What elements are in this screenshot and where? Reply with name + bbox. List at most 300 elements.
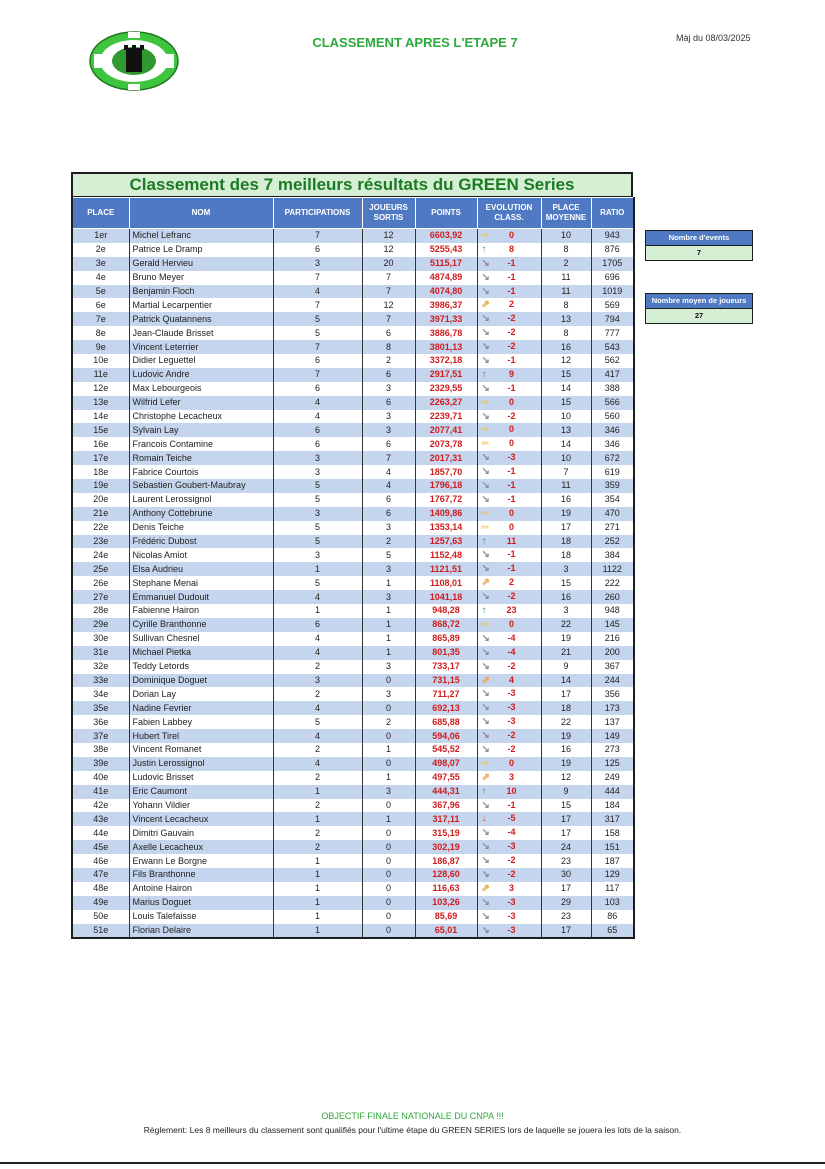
- arrow-up-right-icon: ⇗: [481, 674, 490, 686]
- ratio-cell: 356: [591, 687, 634, 701]
- name-cell: Louis Talefaisse: [129, 910, 273, 924]
- place-moyenne-cell: 18: [541, 535, 591, 549]
- points-cell: 1353,14: [415, 521, 477, 535]
- place-moyenne-cell: 30: [541, 868, 591, 882]
- arrow-down-right-icon: ↘: [481, 493, 490, 505]
- arrow-flat-icon: ═: [481, 424, 489, 436]
- table-row: [72, 826, 634, 840]
- joueurs-sortis-cell: 1: [362, 812, 415, 826]
- place-moyenne-cell: 13: [541, 423, 591, 437]
- points-cell: 3971,33: [415, 312, 477, 326]
- table-row: [72, 437, 634, 451]
- arrow-flat-icon: ═: [481, 230, 489, 241]
- table-row: [72, 632, 634, 646]
- participations-cell: 5: [273, 312, 362, 326]
- evolution-cell: [477, 812, 541, 826]
- col-points: POINTS: [415, 198, 477, 229]
- points-cell: 1257,63: [415, 535, 477, 549]
- evolution-cell: [477, 576, 541, 590]
- place-cell: 27e: [72, 590, 129, 604]
- arrow-down-right-icon: ↘: [481, 827, 490, 839]
- ratio-cell: 388: [591, 382, 634, 396]
- evolution-value: -1: [507, 285, 516, 296]
- joueurs-sortis-cell: 1: [362, 632, 415, 646]
- ratio-cell: 271: [591, 521, 634, 535]
- arrow-down-right-icon: ↘: [481, 702, 490, 714]
- participations-cell: 5: [273, 326, 362, 340]
- name-cell: Dorian Lay: [129, 687, 273, 701]
- points-cell: 2329,55: [415, 382, 477, 396]
- name-cell: Benjamin Floch: [129, 285, 273, 299]
- arrow-flat-icon: ═: [481, 396, 489, 408]
- arrow-down-right-icon: ↘: [481, 910, 490, 922]
- evolution-value: 2: [508, 577, 514, 588]
- points-cell: 4874,89: [415, 271, 477, 285]
- place-cell: 18e: [72, 465, 129, 479]
- evolution-cell: [477, 687, 541, 701]
- avg-players-label: Nombre moyen de joueurs: [646, 294, 752, 308]
- place-cell: 46e: [72, 854, 129, 868]
- place-moyenne-cell: 3: [541, 562, 591, 576]
- evolution-cell: [477, 840, 541, 854]
- name-cell: Hubert Tirel: [129, 729, 273, 743]
- table-row: [72, 674, 634, 688]
- ratio-cell: 173: [591, 701, 634, 715]
- participations-cell: 5: [273, 715, 362, 729]
- table-row: [72, 535, 634, 549]
- participations-cell: 6: [273, 437, 362, 451]
- ratio-cell: 672: [591, 451, 634, 465]
- ratio-cell: 619: [591, 465, 634, 479]
- table-row: [72, 465, 634, 479]
- events-label: Nombre d'events: [646, 231, 752, 245]
- joueurs-sortis-cell: 1: [362, 576, 415, 590]
- arrow-down-right-icon: ↘: [481, 382, 490, 394]
- ratio-cell: 129: [591, 868, 634, 882]
- points-cell: 1767,72: [415, 493, 477, 507]
- evolution-value: -3: [507, 688, 516, 699]
- place-cell: 2e: [72, 243, 129, 257]
- evolution-value: -1: [507, 799, 516, 810]
- ratio-cell: 367: [591, 660, 634, 674]
- name-cell: Yohann Vildier: [129, 799, 273, 813]
- arrow-down-right-icon: ↘: [481, 271, 490, 283]
- evolution-value: -2: [507, 730, 516, 741]
- place-moyenne-cell: 21: [541, 646, 591, 660]
- evolution-value: -1: [507, 382, 516, 393]
- name-cell: Nadine Fevrier: [129, 701, 273, 715]
- participations-cell: 6: [273, 354, 362, 368]
- points-cell: 2917,51: [415, 368, 477, 382]
- table-row: [72, 757, 634, 771]
- participations-cell: 2: [273, 660, 362, 674]
- participations-cell: 3: [273, 674, 362, 688]
- evolution-value: -2: [507, 341, 516, 352]
- name-cell: Anthony Cottebrune: [129, 507, 273, 521]
- col-nom: NOM: [129, 198, 273, 229]
- table-row: [72, 340, 634, 354]
- name-cell: Dominique Doguet: [129, 674, 273, 688]
- place-cell: 51e: [72, 924, 129, 939]
- joueurs-sortis-cell: 7: [362, 451, 415, 465]
- place-cell: 13e: [72, 396, 129, 410]
- table-row: [72, 354, 634, 368]
- ratio-cell: 158: [591, 826, 634, 840]
- place-moyenne-cell: 11: [541, 479, 591, 493]
- page-title: CLASSEMENT APRES L'ETAPE 7: [312, 35, 518, 50]
- name-cell: Martial Lecarpentier: [129, 298, 273, 312]
- place-moyenne-cell: 3: [541, 604, 591, 618]
- points-cell: 1121,51: [415, 562, 477, 576]
- name-cell: Erwann Le Borgne: [129, 854, 273, 868]
- table-row: [72, 687, 634, 701]
- joueurs-sortis-cell: 0: [362, 729, 415, 743]
- evolution-value: -2: [507, 743, 516, 754]
- participations-cell: 3: [273, 465, 362, 479]
- joueurs-sortis-cell: 3: [362, 410, 415, 424]
- name-cell: Sylvain Lay: [129, 423, 273, 437]
- evolution-value: 0: [508, 230, 514, 240]
- name-cell: Denis Teiche: [129, 521, 273, 535]
- place-moyenne-cell: 8: [541, 326, 591, 340]
- arrow-down-right-icon: ↘: [481, 716, 490, 728]
- name-cell: Elsa Audrieu: [129, 562, 273, 576]
- ratio-cell: 260: [591, 590, 634, 604]
- arrow-down-right-icon: ↘: [481, 257, 490, 269]
- place-moyenne-cell: 17: [541, 687, 591, 701]
- evolution-cell: [477, 646, 541, 660]
- joueurs-sortis-cell: 7: [362, 312, 415, 326]
- joueurs-sortis-cell: 3: [362, 590, 415, 604]
- ratio-cell: 137: [591, 715, 634, 729]
- table-row: [72, 618, 634, 632]
- table-row: [72, 799, 634, 813]
- place-cell: 30e: [72, 632, 129, 646]
- participations-cell: 4: [273, 632, 362, 646]
- ratio-cell: 566: [591, 396, 634, 410]
- ratio-cell: 117: [591, 882, 634, 896]
- place-cell: 17e: [72, 451, 129, 465]
- ratio-cell: 417: [591, 368, 634, 382]
- ratio-cell: 145: [591, 618, 634, 632]
- arrow-flat-icon: ═: [481, 438, 489, 450]
- table-row: [72, 840, 634, 854]
- ratio-cell: 943: [591, 229, 634, 243]
- evolution-cell: [477, 285, 541, 299]
- place-cell: 44e: [72, 826, 129, 840]
- place-moyenne-cell: 23: [541, 854, 591, 868]
- table-row: [72, 521, 634, 535]
- table-row: [72, 479, 634, 493]
- points-cell: 498,07: [415, 757, 477, 771]
- place-cell: 6e: [72, 298, 129, 312]
- place-cell: 22e: [72, 521, 129, 535]
- evolution-cell: [477, 715, 541, 729]
- participations-cell: 4: [273, 646, 362, 660]
- arrow-up-icon: ↑: [481, 535, 487, 547]
- evolution-value: -4: [507, 632, 516, 643]
- points-cell: 103,26: [415, 896, 477, 910]
- evolution-value: -3: [507, 452, 516, 463]
- evolution-cell: [477, 674, 541, 688]
- arrow-down-right-icon: ↘: [481, 466, 490, 478]
- arrow-flat-icon: ═: [481, 757, 489, 769]
- footer-rule: Règlement: Les 8 meilleurs du classement sont qualifiés pour l'ultime étape du GREEN SERIES lors de laquelle se jouera les lots de la saison.: [143, 1125, 682, 1135]
- place-moyenne-cell: 14: [541, 674, 591, 688]
- name-cell: Fabrice Courtois: [129, 465, 273, 479]
- ranking-table: [71, 172, 633, 939]
- place-moyenne-cell: 13: [541, 312, 591, 326]
- points-cell: 801,35: [415, 646, 477, 660]
- evolution-value: 0: [508, 521, 514, 532]
- evolution-value: -3: [507, 924, 516, 935]
- place-cell: 42e: [72, 799, 129, 813]
- place-moyenne-cell: 16: [541, 340, 591, 354]
- evolution-cell: [477, 354, 541, 368]
- evolution-cell: [477, 312, 541, 326]
- participations-cell: 2: [273, 771, 362, 785]
- arrow-down-right-icon: ↘: [481, 896, 490, 908]
- table-row: [72, 646, 634, 660]
- arrow-up-icon: ↑: [481, 785, 487, 797]
- ratio-cell: 187: [591, 854, 634, 868]
- participations-cell: 2: [273, 799, 362, 813]
- arrow-down-right-icon: ↘: [481, 660, 490, 672]
- evolution-cell: [477, 882, 541, 896]
- events-box: [645, 230, 753, 261]
- points-cell: 1796,18: [415, 479, 477, 493]
- participations-cell: 7: [273, 368, 362, 382]
- evolution-cell: [477, 729, 541, 743]
- evolution-value: 10: [506, 785, 517, 796]
- arrow-down-right-icon: ↘: [481, 410, 490, 422]
- participations-cell: 5: [273, 535, 362, 549]
- points-cell: 685,88: [415, 715, 477, 729]
- table-row: [72, 715, 634, 729]
- evolution-cell: [477, 493, 541, 507]
- participations-cell: 4: [273, 396, 362, 410]
- joueurs-sortis-cell: 12: [362, 243, 415, 257]
- place-cell: 25e: [72, 562, 129, 576]
- participations-cell: 4: [273, 285, 362, 299]
- place-moyenne-cell: 17: [541, 812, 591, 826]
- place-moyenne-cell: 16: [541, 743, 591, 757]
- evolution-cell: [477, 382, 541, 396]
- arrow-up-icon: ↑: [481, 605, 487, 617]
- points-cell: 865,89: [415, 632, 477, 646]
- evolution-cell: [477, 340, 541, 354]
- arrow-down-right-icon: ↘: [481, 313, 490, 325]
- arrow-down-right-icon: ↘: [481, 730, 490, 742]
- place-cell: 16e: [72, 437, 129, 451]
- evolution-cell: [477, 326, 541, 340]
- ratio-cell: 86: [591, 910, 634, 924]
- place-moyenne-cell: 12: [541, 354, 591, 368]
- col-participations: PARTICIPATIONS: [273, 198, 362, 229]
- table-header: [72, 198, 634, 229]
- club-logo: [88, 30, 180, 92]
- ratio-cell: 222: [591, 576, 634, 590]
- points-cell: 302,19: [415, 840, 477, 854]
- name-cell: Axelle Lecacheux: [129, 840, 273, 854]
- joueurs-sortis-cell: 3: [362, 785, 415, 799]
- place-cell: 35e: [72, 701, 129, 715]
- table-row: [72, 312, 634, 326]
- arrow-up-icon: ↑: [481, 243, 487, 255]
- evolution-value: -3: [507, 716, 516, 727]
- joueurs-sortis-cell: 0: [362, 826, 415, 840]
- table-row: [72, 896, 634, 910]
- points-cell: 1108,01: [415, 576, 477, 590]
- ratio-cell: 65: [591, 924, 634, 939]
- ratio-cell: 317: [591, 812, 634, 826]
- ratio-cell: 384: [591, 548, 634, 562]
- place-moyenne-cell: 8: [541, 243, 591, 257]
- evolution-cell: [477, 410, 541, 424]
- evolution-value: 8: [508, 243, 514, 254]
- joueurs-sortis-cell: 8: [362, 340, 415, 354]
- page-bottom-rule: [0, 1162, 825, 1164]
- points-cell: 711,27: [415, 687, 477, 701]
- place-cell: 37e: [72, 729, 129, 743]
- place-moyenne-cell: 12: [541, 771, 591, 785]
- evolution-cell: [477, 910, 541, 924]
- table-row: [72, 701, 634, 715]
- evolution-value: -4: [507, 827, 516, 838]
- table-row: [72, 812, 634, 826]
- arrow-down-right-icon: ↘: [481, 924, 490, 936]
- place-moyenne-cell: 15: [541, 368, 591, 382]
- place-cell: 34e: [72, 687, 129, 701]
- points-cell: 116,63: [415, 882, 477, 896]
- events-value: 7: [646, 245, 752, 260]
- name-cell: Sullivan Chesnel: [129, 632, 273, 646]
- evolution-value: -1: [507, 257, 516, 268]
- participations-cell: 2: [273, 826, 362, 840]
- evolution-cell: [477, 521, 541, 535]
- joueurs-sortis-cell: 3: [362, 687, 415, 701]
- table-row: [72, 507, 634, 521]
- table-row: [72, 382, 634, 396]
- ratio-cell: 696: [591, 271, 634, 285]
- place-moyenne-cell: 10: [541, 410, 591, 424]
- participations-cell: 1: [273, 604, 362, 618]
- evolution-cell: [477, 632, 541, 646]
- place-cell: 14e: [72, 410, 129, 424]
- name-cell: Fils Branthonne: [129, 868, 273, 882]
- name-cell: Dimitri Gauvain: [129, 826, 273, 840]
- place-cell: 36e: [72, 715, 129, 729]
- arrow-flat-icon: ═: [481, 521, 489, 533]
- joueurs-sortis-cell: 0: [362, 674, 415, 688]
- evolution-cell: [477, 771, 541, 785]
- place-cell: 15e: [72, 423, 129, 437]
- evolution-value: 4: [508, 674, 514, 685]
- points-cell: 5115,17: [415, 257, 477, 271]
- name-cell: Marius Doguet: [129, 896, 273, 910]
- evolution-cell: [477, 368, 541, 382]
- ratio-cell: 149: [591, 729, 634, 743]
- place-cell: 12e: [72, 382, 129, 396]
- name-cell: Max Lebourgeois: [129, 382, 273, 396]
- place-moyenne-cell: 15: [541, 799, 591, 813]
- evolution-value: -3: [507, 702, 516, 713]
- ratio-cell: 543: [591, 340, 634, 354]
- place-cell: 26e: [72, 576, 129, 590]
- joueurs-sortis-cell: 0: [362, 882, 415, 896]
- name-cell: Laurent Lerossignol: [129, 493, 273, 507]
- evolution-value: -1: [507, 466, 516, 477]
- ranking-rows: [72, 229, 634, 939]
- table-row: [72, 576, 634, 590]
- evolution-cell: [477, 298, 541, 312]
- col-place-moyenne: PLACE MOYENNE: [541, 198, 591, 229]
- joueurs-sortis-cell: 7: [362, 285, 415, 299]
- ratio-cell: 200: [591, 646, 634, 660]
- avg-players-box: [645, 293, 753, 324]
- evolution-cell: [477, 507, 541, 521]
- table-row: [72, 451, 634, 465]
- name-cell: Justin Lerossignol: [129, 757, 273, 771]
- name-cell: Romain Teiche: [129, 451, 273, 465]
- arrow-down-right-icon: ↘: [481, 855, 490, 867]
- joueurs-sortis-cell: 1: [362, 743, 415, 757]
- place-cell: 10e: [72, 354, 129, 368]
- table-row: [72, 743, 634, 757]
- arrow-down-right-icon: ↘: [481, 563, 490, 575]
- place-moyenne-cell: 14: [541, 437, 591, 451]
- place-moyenne-cell: 22: [541, 715, 591, 729]
- joueurs-sortis-cell: 6: [362, 437, 415, 451]
- name-cell: Vincent Leterrier: [129, 340, 273, 354]
- points-cell: 2017,31: [415, 451, 477, 465]
- col-ratio: RATIO: [591, 198, 634, 229]
- evolution-cell: [477, 535, 541, 549]
- arrow-down-right-icon: ↘: [481, 743, 490, 755]
- joueurs-sortis-cell: 6: [362, 396, 415, 410]
- col-evolution: EVOLUTION CLASS.: [477, 198, 541, 229]
- evolution-value: -4: [507, 646, 516, 657]
- evolution-value: 0: [508, 438, 514, 449]
- arrow-down-right-icon: ↘: [481, 327, 490, 339]
- evolution-cell: [477, 562, 541, 576]
- joueurs-sortis-cell: 0: [362, 854, 415, 868]
- name-cell: Stephane Menai: [129, 576, 273, 590]
- joueurs-sortis-cell: 0: [362, 840, 415, 854]
- name-cell: Frédéric Dubost: [129, 535, 273, 549]
- table-row: [72, 729, 634, 743]
- place-cell: 48e: [72, 882, 129, 896]
- arrow-flat-icon: ═: [481, 618, 489, 630]
- ratio-cell: 346: [591, 423, 634, 437]
- evolution-cell: [477, 548, 541, 562]
- place-cell: 50e: [72, 910, 129, 924]
- evolution-cell: [477, 618, 541, 632]
- points-cell: 85,69: [415, 910, 477, 924]
- arrow-down-right-icon: ↘: [481, 452, 490, 464]
- joueurs-sortis-cell: 0: [362, 868, 415, 882]
- arrow-down-right-icon: ↘: [481, 591, 490, 603]
- table-row: [72, 924, 634, 939]
- place-moyenne-cell: 18: [541, 701, 591, 715]
- name-cell: Jean-Claude Brisset: [129, 326, 273, 340]
- name-cell: Sebastien Goubert-Maubray: [129, 479, 273, 493]
- place-cell: 7e: [72, 312, 129, 326]
- evolution-value: 9: [508, 368, 514, 379]
- evolution-value: -1: [507, 355, 516, 366]
- update-date: Màj du 08/03/2025: [676, 33, 751, 43]
- evolution-cell: [477, 701, 541, 715]
